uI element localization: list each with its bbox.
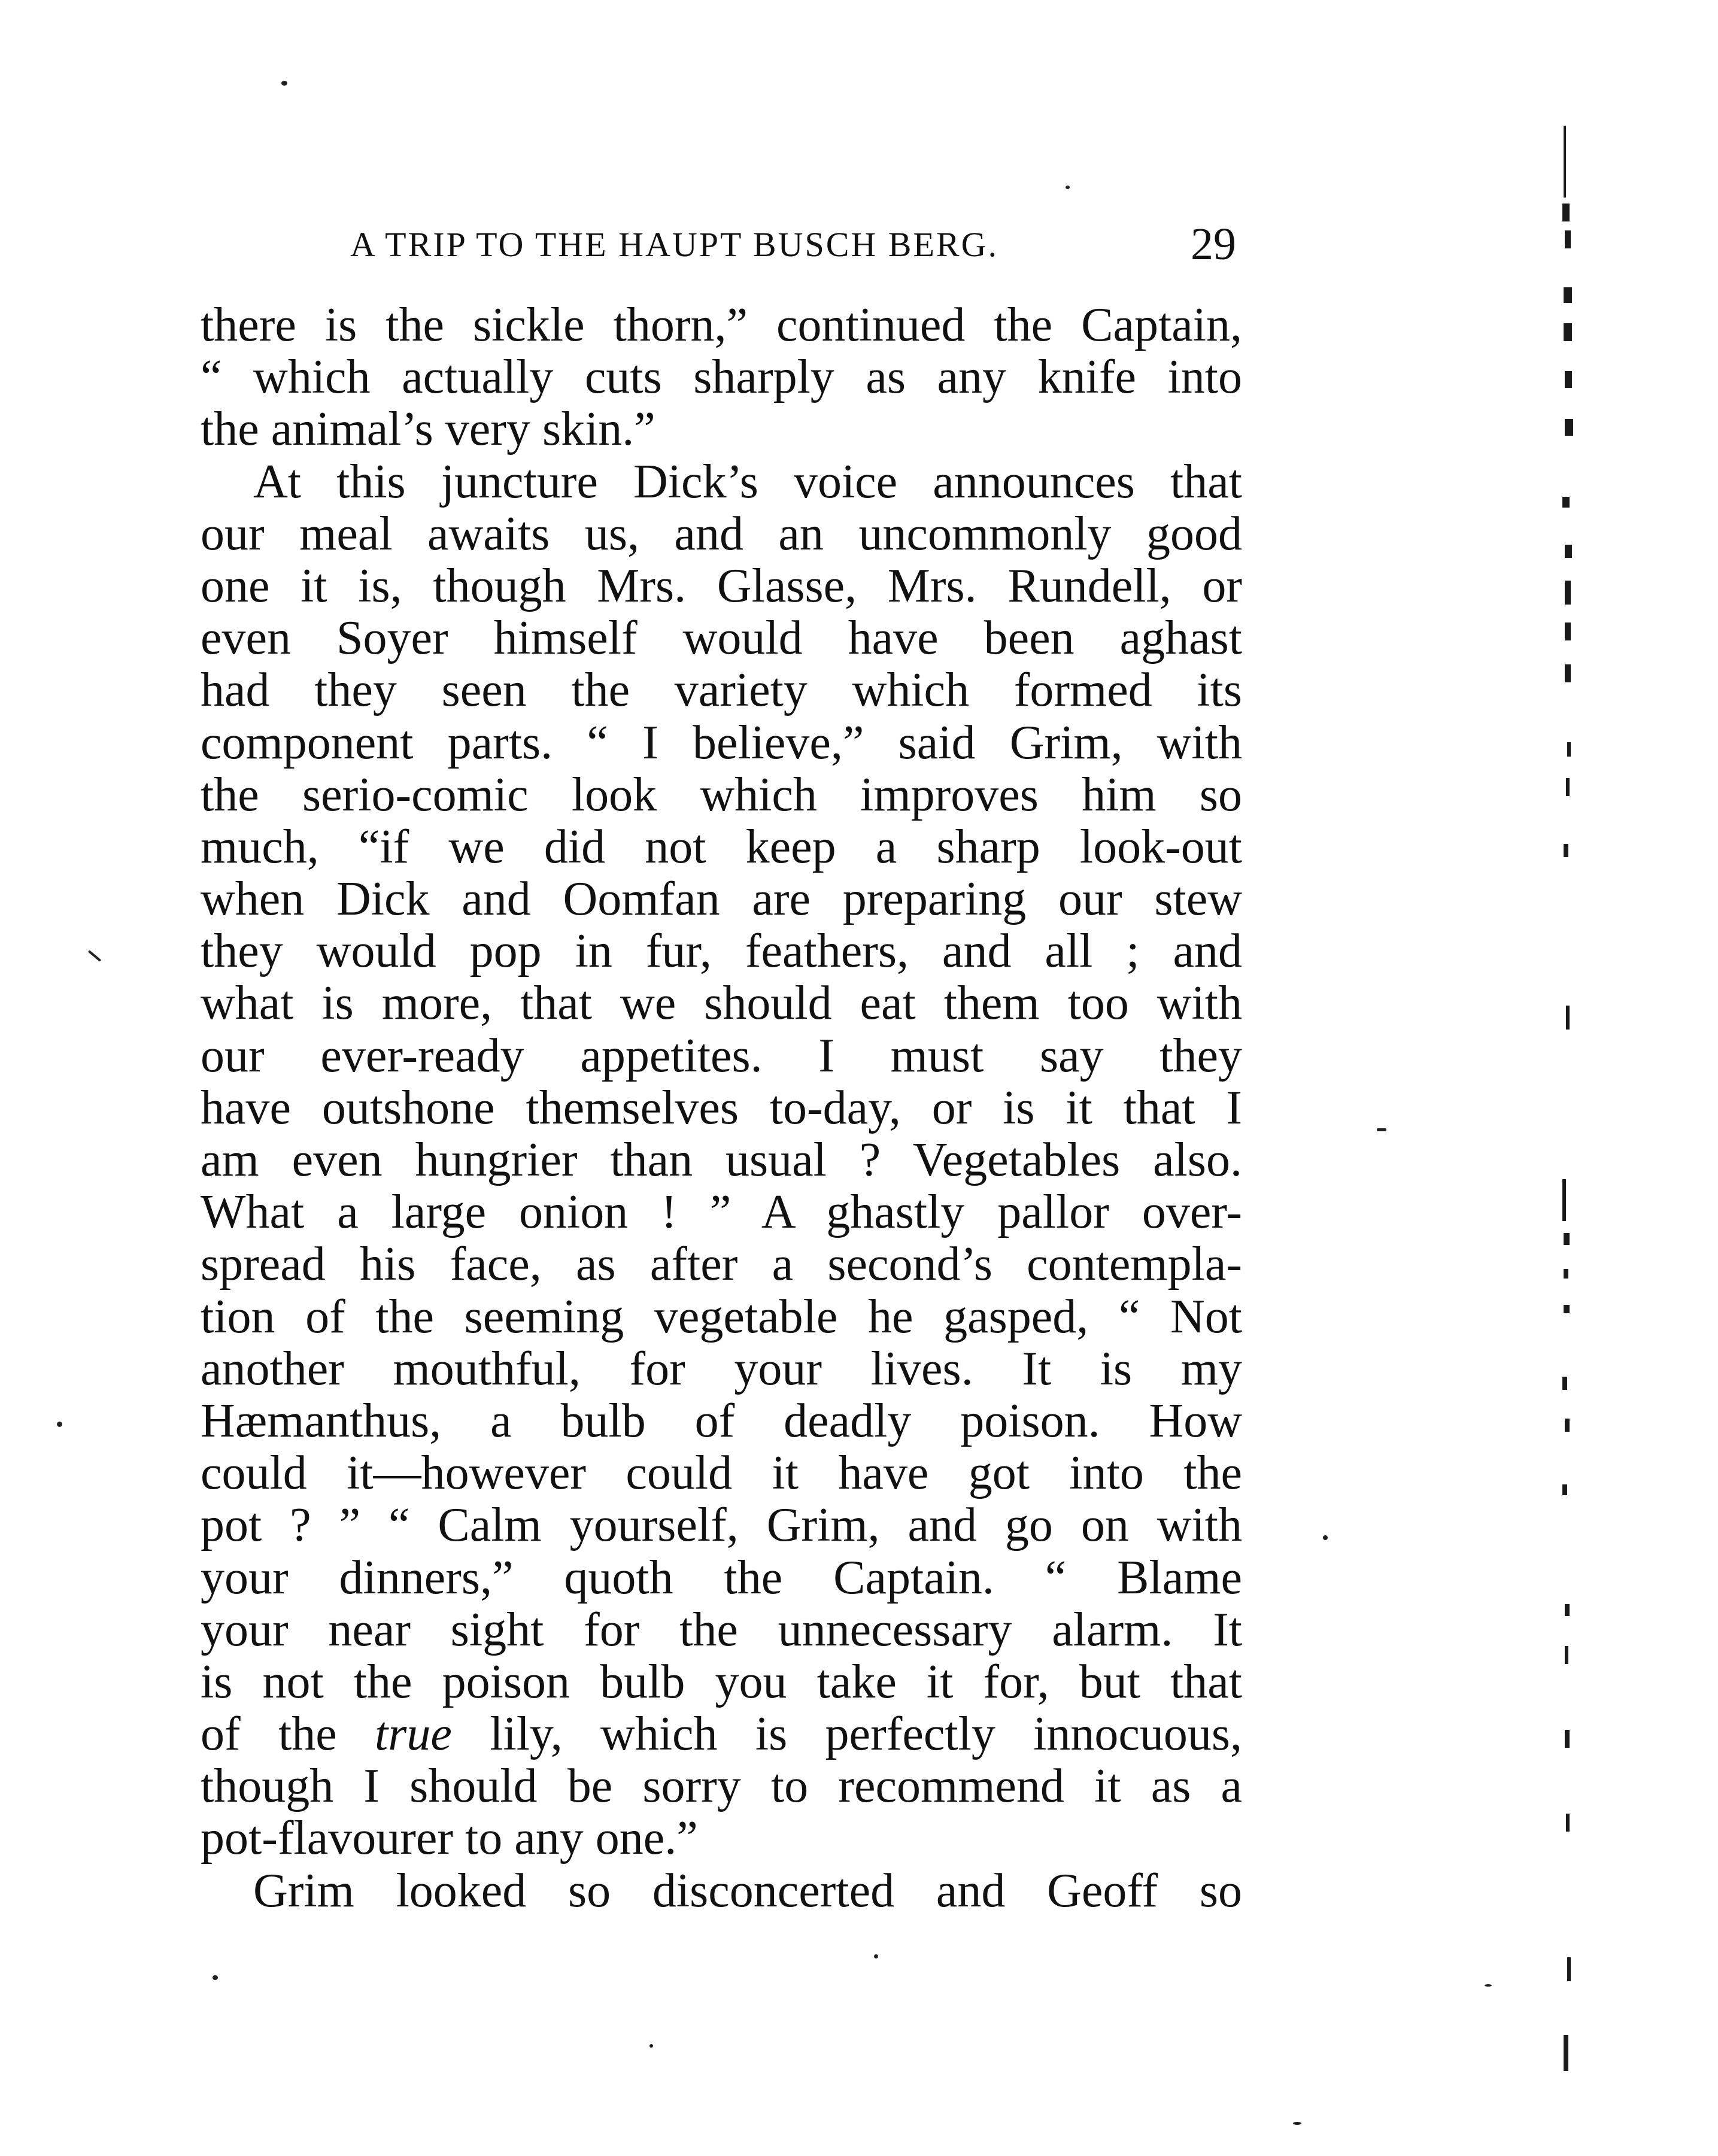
scan-speck xyxy=(1293,2122,1301,2125)
text-line: At this juncture Dick’s voice announces that xyxy=(253,455,1242,508)
scan-speck xyxy=(1565,1730,1570,1748)
text-line: pot-flavourer to any one.” xyxy=(201,1812,698,1865)
body-text xyxy=(201,299,1242,1917)
text-line: component parts. “ I believe,” said Grim, with xyxy=(201,716,1242,769)
text-line: even Soyer himself would have been aghast xyxy=(201,612,1242,665)
text-line: what is more, that we should eat them too with xyxy=(201,977,1242,1030)
scan-speck xyxy=(1566,1006,1570,1030)
scan-speck xyxy=(1562,1179,1566,1221)
scan-speck xyxy=(57,1422,62,1427)
text-line: our ever-ready appetites. I must say they xyxy=(201,1029,1242,1082)
scan-speck xyxy=(1564,2035,1568,2071)
text-line: “ which actually cuts sharply as any knife into xyxy=(201,351,1242,404)
scan-speck xyxy=(1485,1984,1492,1987)
scan-speck xyxy=(1564,844,1568,857)
text-line-italic xyxy=(201,1708,1242,1760)
text-line: have outshone themselves to-day, or is it that I xyxy=(201,1081,1242,1134)
scan-speck xyxy=(1565,664,1571,682)
page-number: 29 xyxy=(1191,219,1236,269)
scan-speck xyxy=(1564,1305,1570,1313)
scan-speck xyxy=(1565,419,1573,436)
scan-speck xyxy=(1565,230,1571,248)
text-line: another mouthful, for your lives. It is my xyxy=(201,1342,1242,1395)
scan-speck xyxy=(1565,545,1572,558)
running-title: A TRIP TO THE HAUPT BUSCH BERG. xyxy=(350,225,998,264)
scan-speck xyxy=(649,2044,653,2048)
scan-speck xyxy=(1564,1233,1570,1245)
scan-speck xyxy=(1066,186,1070,189)
scan-speck xyxy=(1567,742,1571,757)
text-line: Hæmanthus, a bulb of deadly poison. How xyxy=(201,1394,1242,1447)
text-line: spread his face, as after a second’s contempla- xyxy=(201,1238,1242,1291)
scan-speck xyxy=(1565,622,1571,640)
scan-speck xyxy=(1562,497,1570,508)
text-line: is not the poison bulb you take it for, but that xyxy=(201,1655,1242,1708)
scan-speck xyxy=(281,81,287,86)
text-line: much, “if we did not keep a sharp look-out xyxy=(201,820,1242,873)
scan-speck xyxy=(88,950,101,962)
scan-speck xyxy=(1377,1128,1386,1131)
text-line: pot ? ” “ Calm yourself, Grim, and go on with xyxy=(201,1499,1242,1552)
scan-speck xyxy=(1566,1814,1570,1832)
italic-word: true xyxy=(375,1708,452,1761)
text-line: when Dick and Oomfan are preparing our stew xyxy=(201,873,1242,926)
scan-speck xyxy=(1564,287,1572,303)
scan-speck xyxy=(1565,1419,1570,1432)
text-line: am even hungrier than usual ? Vegetables also. xyxy=(201,1134,1242,1186)
text-line: one it is, though Mrs. Glasse, Mrs. Rundell, or xyxy=(201,559,1242,612)
scan-speck xyxy=(213,1975,218,1980)
scan-speck xyxy=(1565,581,1571,605)
text-line: there is the sickle thorn,” continued the Captain, xyxy=(201,299,1242,351)
running-head xyxy=(350,218,1236,272)
scan-speck xyxy=(1562,1484,1567,1495)
text-line: could it—however could it have got into the xyxy=(201,1447,1242,1500)
scan-speck xyxy=(1564,1269,1568,1279)
text-line: though I should be sorry to recommend it as a xyxy=(201,1760,1242,1813)
scan-speck xyxy=(1565,1646,1568,1664)
text-line: our meal awaits us, and an uncommonly good xyxy=(201,507,1242,560)
text-line: tion of the seeming vegetable he gasped, “ Not xyxy=(201,1290,1242,1343)
scan-speck xyxy=(1562,204,1570,221)
scan-speck xyxy=(1564,126,1566,198)
scan-speck xyxy=(1323,1535,1328,1540)
scan-speck xyxy=(1562,1377,1567,1390)
text-line: they would pop in fur, feathers, and all ; and xyxy=(201,925,1242,978)
text-line: your dinners,” quoth the Captain. “ Blame xyxy=(201,1551,1242,1604)
text-line: your near sight for the unnecessary alarm. It xyxy=(201,1603,1242,1656)
text-line: the animal’s very skin.” xyxy=(201,403,655,456)
text-line: What a large onion ! ” A ghastly pallor over- xyxy=(201,1186,1242,1239)
scan-speck xyxy=(1565,371,1572,388)
scan-speck xyxy=(1566,778,1570,796)
scan-speck xyxy=(1564,323,1572,341)
text-fragment: lily, which is perfectly innocuous, xyxy=(490,1708,1243,1761)
text-fragment: of the xyxy=(201,1708,375,1761)
scan-speck xyxy=(1567,1957,1571,1981)
text-line: Grim looked so disconcerted and Geoff so xyxy=(253,1864,1242,1917)
scan-speck xyxy=(1565,1604,1570,1616)
adjacent-page-edge xyxy=(1556,108,1598,2131)
text-line: the serio-comic look which improves him so xyxy=(201,768,1242,821)
text-line: had they seen the variety which formed its xyxy=(201,664,1242,717)
scan-speck xyxy=(874,1954,878,1958)
